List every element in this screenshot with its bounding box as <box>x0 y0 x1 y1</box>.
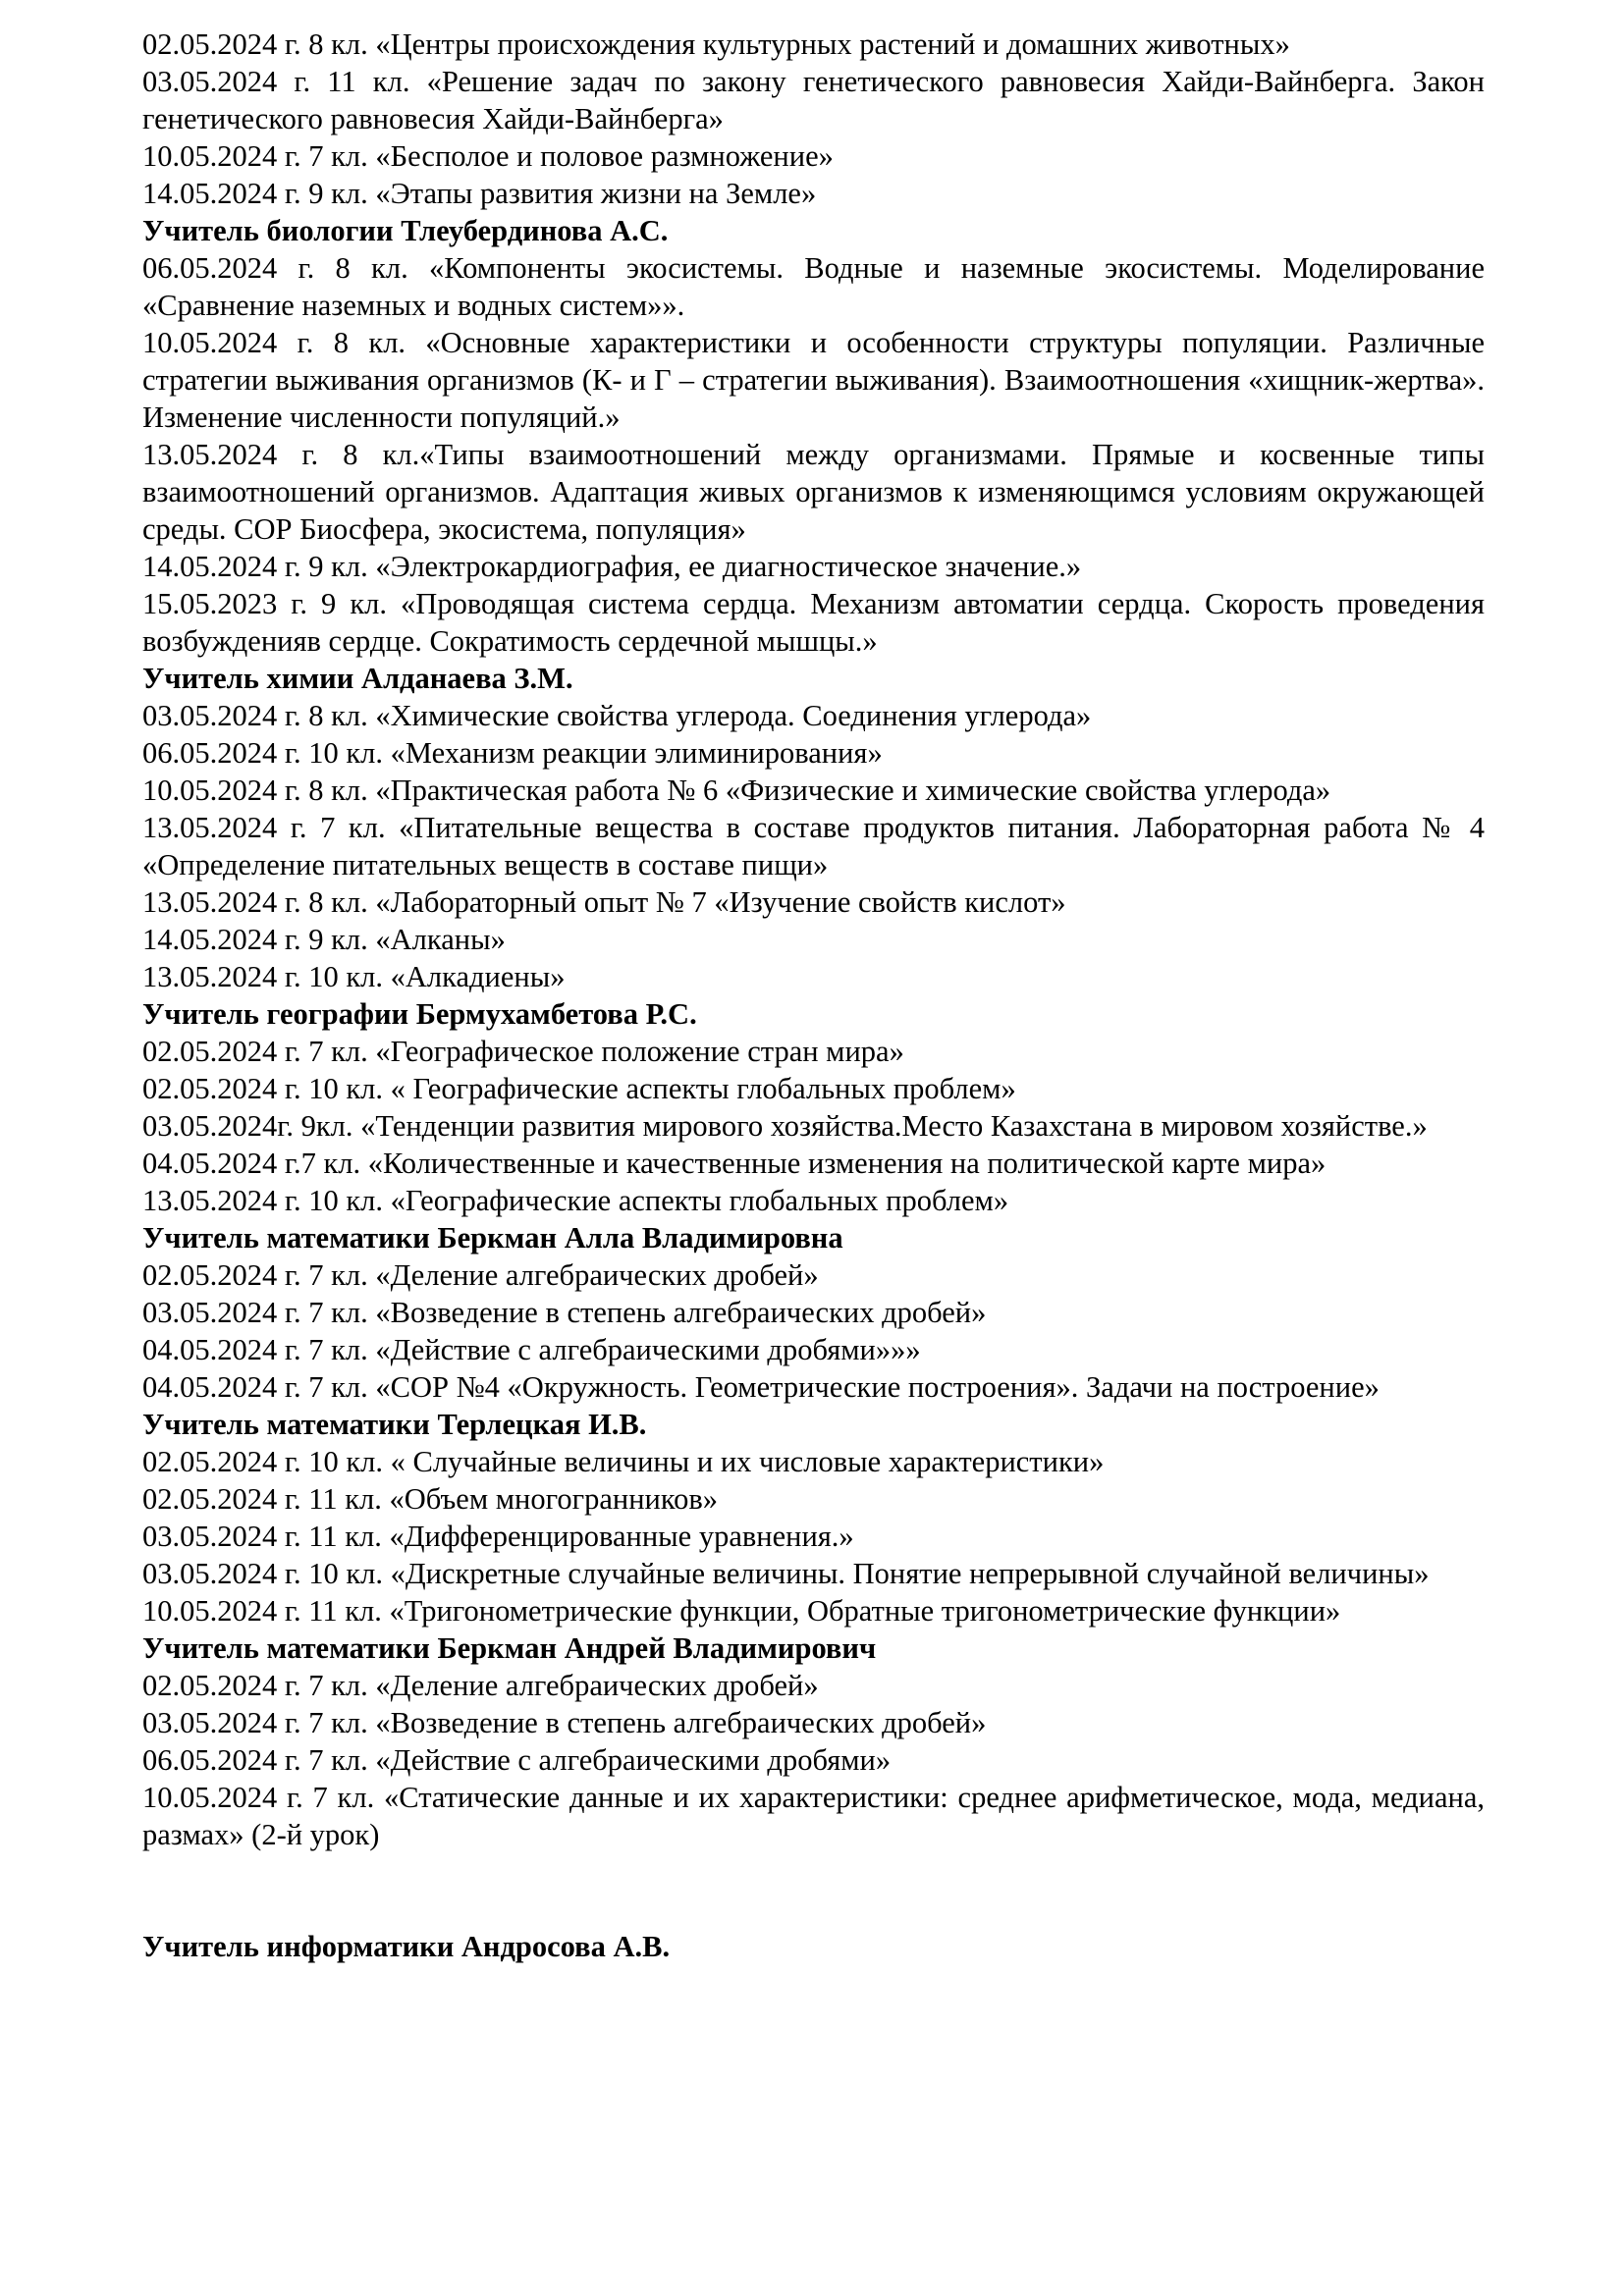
lesson-entry: 02.05.2024 г. 8 кл. «Центры происхождения культурных растений и домашних животных» <box>142 27 1290 61</box>
lesson-entry: 02.05.2024 г. 7 кл. «Деление алгебраических дробей» <box>142 1669 819 1702</box>
lesson-entry: 06.05.2024 г. 10 кл. «Механизм реакции элиминирования» <box>142 736 883 770</box>
lesson-entry: 02.05.2024 г. 11 кл. «Объем многогранников» <box>142 1482 719 1516</box>
teacher-section-heading: Учитель химии Алданаева З.М. <box>142 662 573 695</box>
lesson-entry: 06.05.2024 г. 8 кл. «Компоненты экосистемы. Водные и наземные экосистемы. Моделирование «Сравнение наземных и водных систем»». <box>142 251 1485 322</box>
lesson-entry: 14.05.2024 г. 9 кл. «Этапы развития жизни на Земле» <box>142 177 817 210</box>
lesson-entry: 13.05.2024 г. 8 кл. «Лабораторный опыт № 7 «Изучение свойств кислот» <box>142 885 1066 919</box>
teacher-section-heading: Учитель математики Беркман Алла Владимировна <box>142 1221 843 1255</box>
lesson-entry: 10.05.2024 г. 7 кл. «Статические данные и их характеристики: среднее арифметическое, мода, медиана, размах» (2-й урок) <box>142 1781 1485 1851</box>
teacher-section-heading: Учитель биологии Тлеубердинова А.С. <box>142 214 669 247</box>
lesson-entry: 03.05.2024 г. 10 кл. «Дискретные случайные величины. Понятие непрерывной случайной величины» <box>142 1557 1430 1590</box>
lesson-entry: 14.05.2024 г. 9 кл. «Алканы» <box>142 923 506 956</box>
lesson-entry: 15.05.2023 г. 9 кл. «Проводящая система сердца. Механизм автоматии сердца. Скорость проведения возбужденияв сердце. Сократимость сердечной мышцы.» <box>142 587 1485 658</box>
lesson-entry: 14.05.2024 г. 9 кл. «Электрокардиография, ее диагностическое значение.» <box>142 550 1082 583</box>
lesson-entry: 10.05.2024 г. 11 кл. «Тригонометрические функции, Обратные тригонометрические функции» <box>142 1594 1341 1628</box>
lesson-entry: 02.05.2024 г. 10 кл. « Случайные величины и их числовые характеристики» <box>142 1445 1105 1478</box>
lesson-entry: 10.05.2024 г. 8 кл. «Основные характеристики и особенности структуры популяции. Различные стратегии выживания организмов (К- и Г – стратегии выживания). Взаимоотношения «хищник-жертва». Изменение численности популяций.» <box>142 326 1485 434</box>
lesson-entry: 04.05.2024 г.7 кл. «Количественные и качественные изменения на политической карте мира» <box>142 1147 1326 1180</box>
lesson-entry: 02.05.2024 г. 7 кл. «Деление алгебраических дробей» <box>142 1258 819 1292</box>
teacher-section-heading: Учитель математики Терлецкая И.В. <box>142 1408 647 1441</box>
lesson-entry: 03.05.2024г. 9кл. «Тенденции развития мирового хозяйства.Место Казахстана в мировом хозяйстве.» <box>142 1109 1428 1143</box>
lesson-entry: 13.05.2024 г. 10 кл. «Географические аспекты глобальных проблем» <box>142 1184 1009 1217</box>
lesson-entry: 06.05.2024 г. 7 кл. «Действие с алгебраическими дробями» <box>142 1743 892 1777</box>
lesson-entry: 03.05.2024 г. 11 кл. «Дифференцированные уравнения.» <box>142 1520 854 1553</box>
lesson-entry: 10.05.2024 г. 8 кл. «Практическая работа № 6 «Физические и химические свойства углерода» <box>142 774 1331 807</box>
lesson-entry: 03.05.2024 г. 8 кл. «Химические свойства углерода. Соединения углерода» <box>142 699 1092 732</box>
lesson-entry: 02.05.2024 г. 10 кл. « Географические аспекты глобальных проблем» <box>142 1072 1016 1105</box>
lesson-entry: 04.05.2024 г. 7 кл. «Действие с алгебраическими дробями»»» <box>142 1333 921 1366</box>
lesson-entry: 13.05.2024 г. 7 кл. «Питательные вещества в составе продуктов питания. Лабораторная работа № 4 «Определение питательных веществ в составе пищи» <box>142 811 1485 881</box>
teacher-section-heading: Учитель математики Беркман Андрей Владимирович <box>142 1631 877 1665</box>
lesson-entry: 03.05.2024 г. 11 кл. «Решение задач по закону генетического равновесия Хайди-Вайнберга. Закон генетического равновесия Хайди-Вайнберга» <box>142 65 1485 135</box>
teacher-section-heading: Учитель географии Бермухамбетова Р.С. <box>142 997 697 1031</box>
lesson-entry: 13.05.2024 г. 8 кл.«Типы взаимоотношений между организмами. Прямые и косвенные типы взаимоотношений организмов. Адаптация живых организмов к изменяющимся условиям окружающей среды. СОР Биосфера, экосистема, популяция» <box>142 438 1485 546</box>
lesson-entry: 04.05.2024 г. 7 кл. «СОР №4 «Окружность. Геометрические построения». Задачи на построение» <box>142 1370 1380 1404</box>
lesson-entry: 13.05.2024 г. 10 кл. «Алкадиены» <box>142 960 566 993</box>
teacher-section-heading: Учитель информатики Андросова А.В. <box>142 1930 671 1963</box>
lesson-entry: 03.05.2024 г. 7 кл. «Возведение в степень алгебраических дробей» <box>142 1706 987 1739</box>
lesson-entry: 10.05.2024 г. 7 кл. «Бесполое и половое размножение» <box>142 139 834 173</box>
lesson-entry: 03.05.2024 г. 7 кл. «Возведение в степень алгебраических дробей» <box>142 1296 987 1329</box>
lesson-entry: 02.05.2024 г. 7 кл. «Географическое положение стран мира» <box>142 1035 904 1068</box>
